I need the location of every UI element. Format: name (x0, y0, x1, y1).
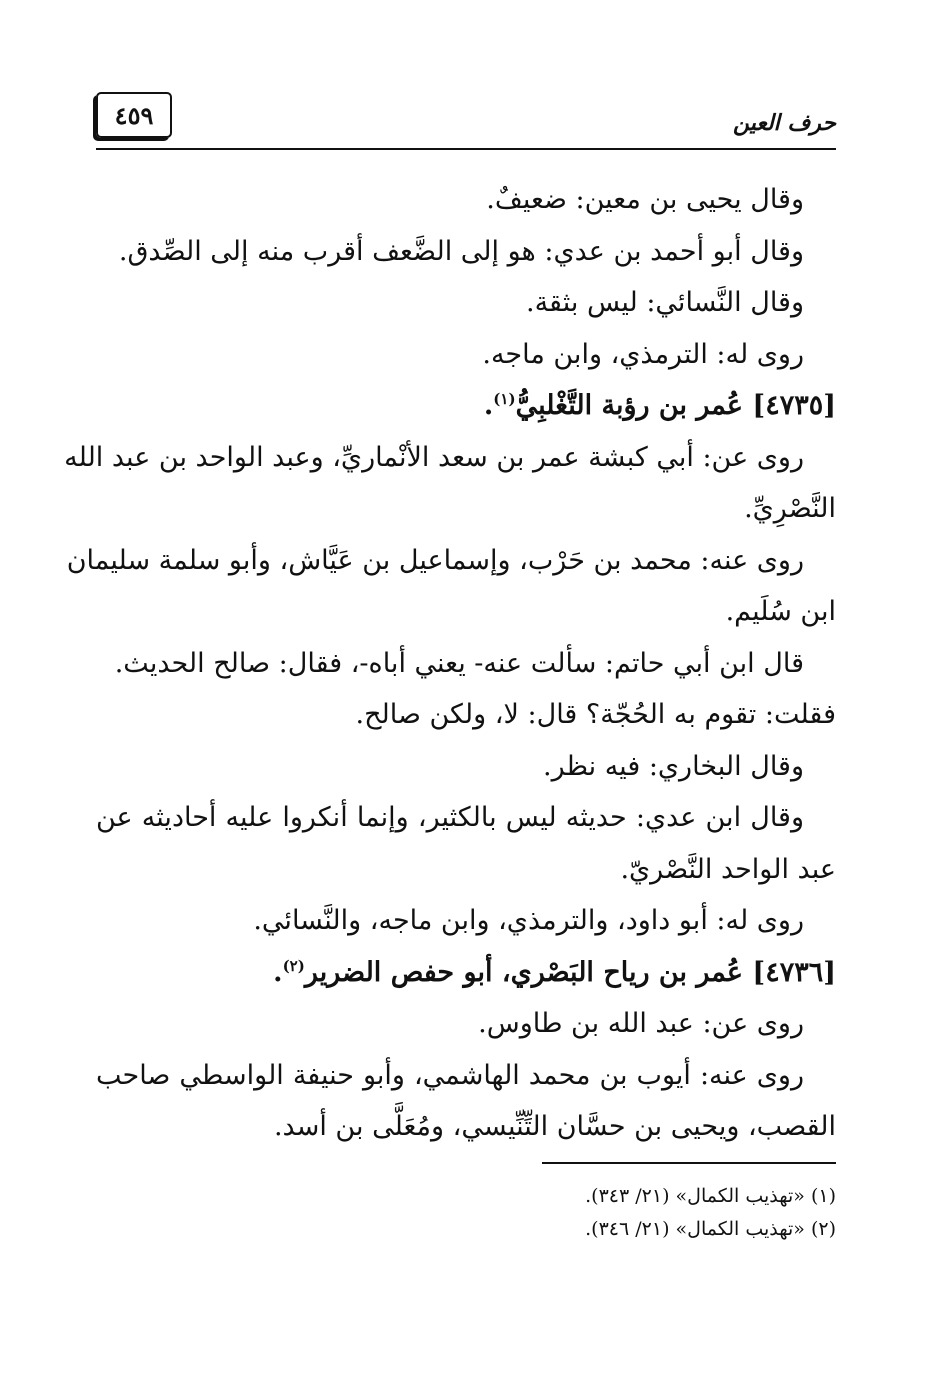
chapter-title: حرف العين (732, 110, 836, 136)
entry-heading: [٤٧٣٦] عُمر بن رياح البَصْري، أبو حفص الضرير$^{(٢)}$. (273, 956, 836, 988)
page-number-box (96, 92, 172, 138)
text-line: روى عن: عبد الله بن طاوس. (478, 1008, 804, 1039)
footnotes (436, 1180, 836, 1246)
footnote-mark: (١) (493, 390, 516, 408)
text-line: النَّصْرِيِّ. (744, 493, 836, 524)
footnote-rule (542, 1162, 836, 1164)
entry-heading: [٤٧٣٥] عُمر بن رؤبة التَّغْلبِيُّ$^{(١)}$. (483, 390, 836, 421)
text-line: قال ابن أبي حاتم: سألت عنه- يعني أباه-، فقال: صالح الحديث. (114, 647, 804, 679)
text-line: فقلت: تقوم به الحُجّة؟ قال: لا، ولكن صالح. (355, 699, 836, 730)
text-line: روى له: الترمذي، وابن ماجه. (482, 338, 804, 370)
entry-heading-text: [٤٧٣٦] عُمر بن رياح البَصْري، أبو حفص الضرير (304, 956, 836, 988)
text-line: وقال ابن عدي: حديثه ليس بالكثير، وإنما أنكروا عليه أحاديثه عن (96, 802, 804, 833)
text-line: وقال البخاري: فيه نظر. (542, 750, 804, 782)
text-line: عبد الواحد النَّصْريّ. (620, 853, 836, 885)
text-line: روى له: أبو داود، والترمذي، وابن ماجه، والنَّسائي. (253, 905, 804, 936)
text-line: روى عنه: أيوب بن محمد الهاشمي، وأبو حنيفة الواسطي صاحب (96, 1059, 804, 1091)
text-line: القصب، ويحيى بن حسَّان التِّنِّيسي، ومُعَلَّى بن أسد. (273, 1111, 836, 1142)
text-line: وقال أبو أحمد بن عدي: هو إلى الضَّعف أقرب منه إلى الصِّدق. (118, 235, 804, 267)
page-body (64, 174, 836, 1153)
footnote: (١) «تهذيب الكمال» (٢١/ ٣٤٣). (585, 1185, 836, 1207)
text-line: ابن سُلَيم. (725, 596, 836, 627)
footnote: (٢) «تهذيب الكمال» (٢١/ ٣٤٦). (585, 1218, 836, 1240)
text-line: روى عن: أبي كبشة عمر بن سعد الأنْماريِّ، وعبد الواحد بن عبد الله (64, 441, 804, 473)
page-header (96, 88, 836, 150)
text-line: وقال النَّسائي: ليس بثقة. (525, 287, 804, 318)
footnote-mark: (٢) (282, 956, 305, 975)
text-line: وقال يحيى بن معين: ضعيفٌ. (486, 184, 804, 215)
header-rule (96, 148, 836, 150)
page-number: ٤٥٩ (114, 100, 154, 130)
text-line: روى عنه: محمد بن حَرْب، وإسماعيل بن عَيَّاش، وأبو سلمة سليمان (66, 544, 804, 576)
entry-heading-text: [٤٧٣٥] عُمر بن رؤبة التَّغْلبِيُّ (515, 390, 836, 421)
